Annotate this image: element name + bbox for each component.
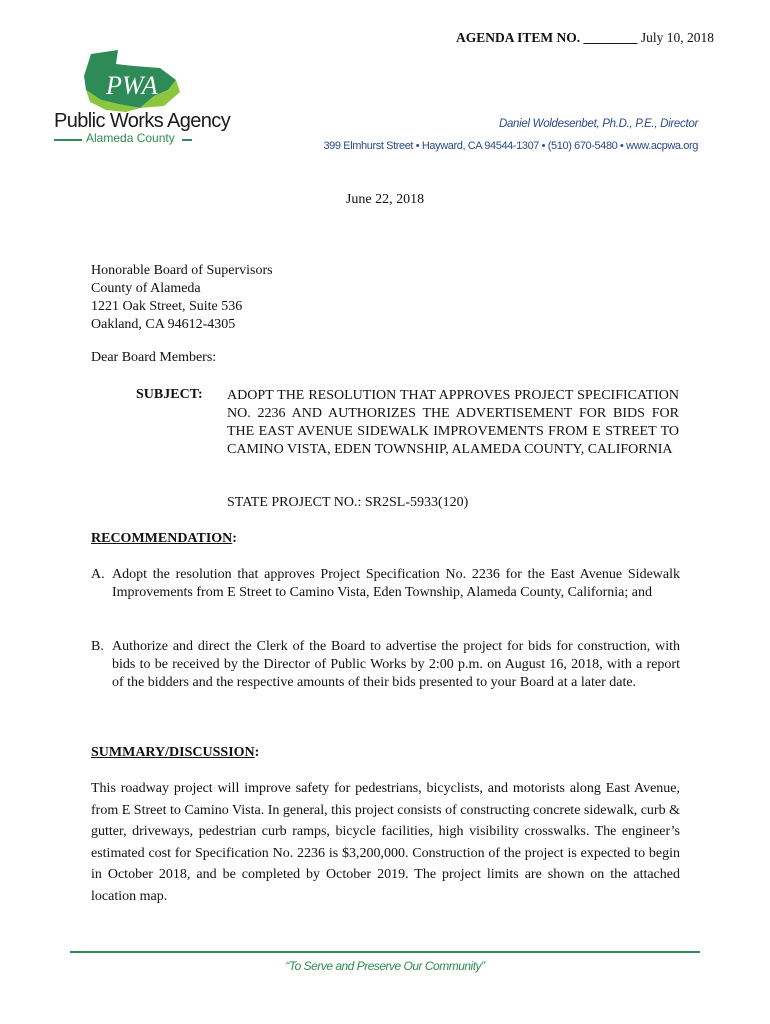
summary-heading-text: SUMMARY/DISCUSSION — [91, 745, 255, 760]
salutation: Dear Board Members: — [91, 350, 217, 365]
recipient-block — [91, 262, 273, 334]
agency-address: 399 Elmhurst Street • Hayward, CA 94544-1307 • (510) 670-5480 • www.acpwa.org — [323, 140, 698, 152]
agenda-item-label: AGENDA ITEM NO. ________ — [455, 30, 638, 45]
recipient-line: 1221 Oak Street, Suite 536 — [91, 299, 243, 314]
agenda-date: July 10, 2018 — [640, 30, 714, 45]
recommendation-heading-text: RECOMMENDATION — [91, 531, 233, 546]
subject-text: ADOPT THE RESOLUTION THAT APPROVES PROJECT SPECIFICATION NO. 2236 AND AUTHORIZES THE ADVERTISEMENT FOR BIDS FOR THE EAST AVENUE SIDEWALK IMPROVEMENTS FROM E STREET TO CAMINO VISTA, EDEN TOWNSHIP, ALAMEDA COUNTY, CALIFORNIA — [227, 388, 679, 457]
recommendation-heading-colon: : — [232, 531, 237, 546]
summary-heading-colon: : — [254, 745, 260, 760]
item-letter: A. — [91, 567, 105, 582]
summary-text: This roadway project will improve safety for pedestrians, bicyclists, and motorists along East Avenue, from E Street to Camino Vista. In general, this project consists of constructing concrete sidewalk, curb & gutter, driveways, pedestrian curb ramps, bicycle facilities, high visibility crosswalks. The engineer’s estimated cost for Specification No. 2236 is $3,200,000. Construction of the project is expected to begin in October 2018, and be completed by October 2019. The project limits are shown on the attached location map. — [91, 781, 680, 904]
subject-label: SUBJECT: — [136, 387, 203, 402]
recipient-line: Oakland, CA 94612-4305 — [91, 317, 236, 332]
footer-motto: “To Serve and Preserve Our Community” — [285, 959, 485, 973]
recipient-line: County of Alameda — [91, 281, 201, 296]
county-rule-left — [54, 139, 82, 141]
agenda-item-line — [456, 30, 714, 46]
state-project-number: STATE PROJECT NO.: SR2SL-5933(120) — [227, 495, 469, 510]
recommendation-item — [91, 638, 680, 692]
summary-heading — [91, 745, 259, 761]
county-name: Alameda County — [86, 131, 175, 145]
footer-divider — [70, 951, 700, 953]
county-rule-right — [182, 139, 192, 141]
recipient-line: Honorable Board of Supervisors — [91, 263, 273, 278]
item-text: Authorize and direct the Clerk of the Board to advertise the project for bids for construction, with bids to be received by the Director of Public Works by 2:00 p.m. on August 16, 2018, with a report of the bidders and the respective amounts of their bids presented to your Board at a later date. — [112, 639, 680, 690]
recommendation-item — [91, 566, 680, 602]
logo-lettering: PWA — [106, 71, 158, 100]
item-text: Adopt the resolution that approves Project Specification No. 2236 for the East Avenue Sidewalk Improvements from E Street to Camino Vista, Eden Township, Alameda County, California; and — [112, 567, 680, 600]
recommendation-heading — [91, 531, 237, 547]
director-name: Daniel Woldesenbet, Ph.D., P.E., Director — [498, 118, 698, 130]
letter-date: June 22, 2018 — [345, 192, 425, 207]
agency-name: Public Works Agency — [54, 110, 231, 132]
item-letter: B. — [91, 639, 104, 654]
county-line — [54, 131, 354, 147]
